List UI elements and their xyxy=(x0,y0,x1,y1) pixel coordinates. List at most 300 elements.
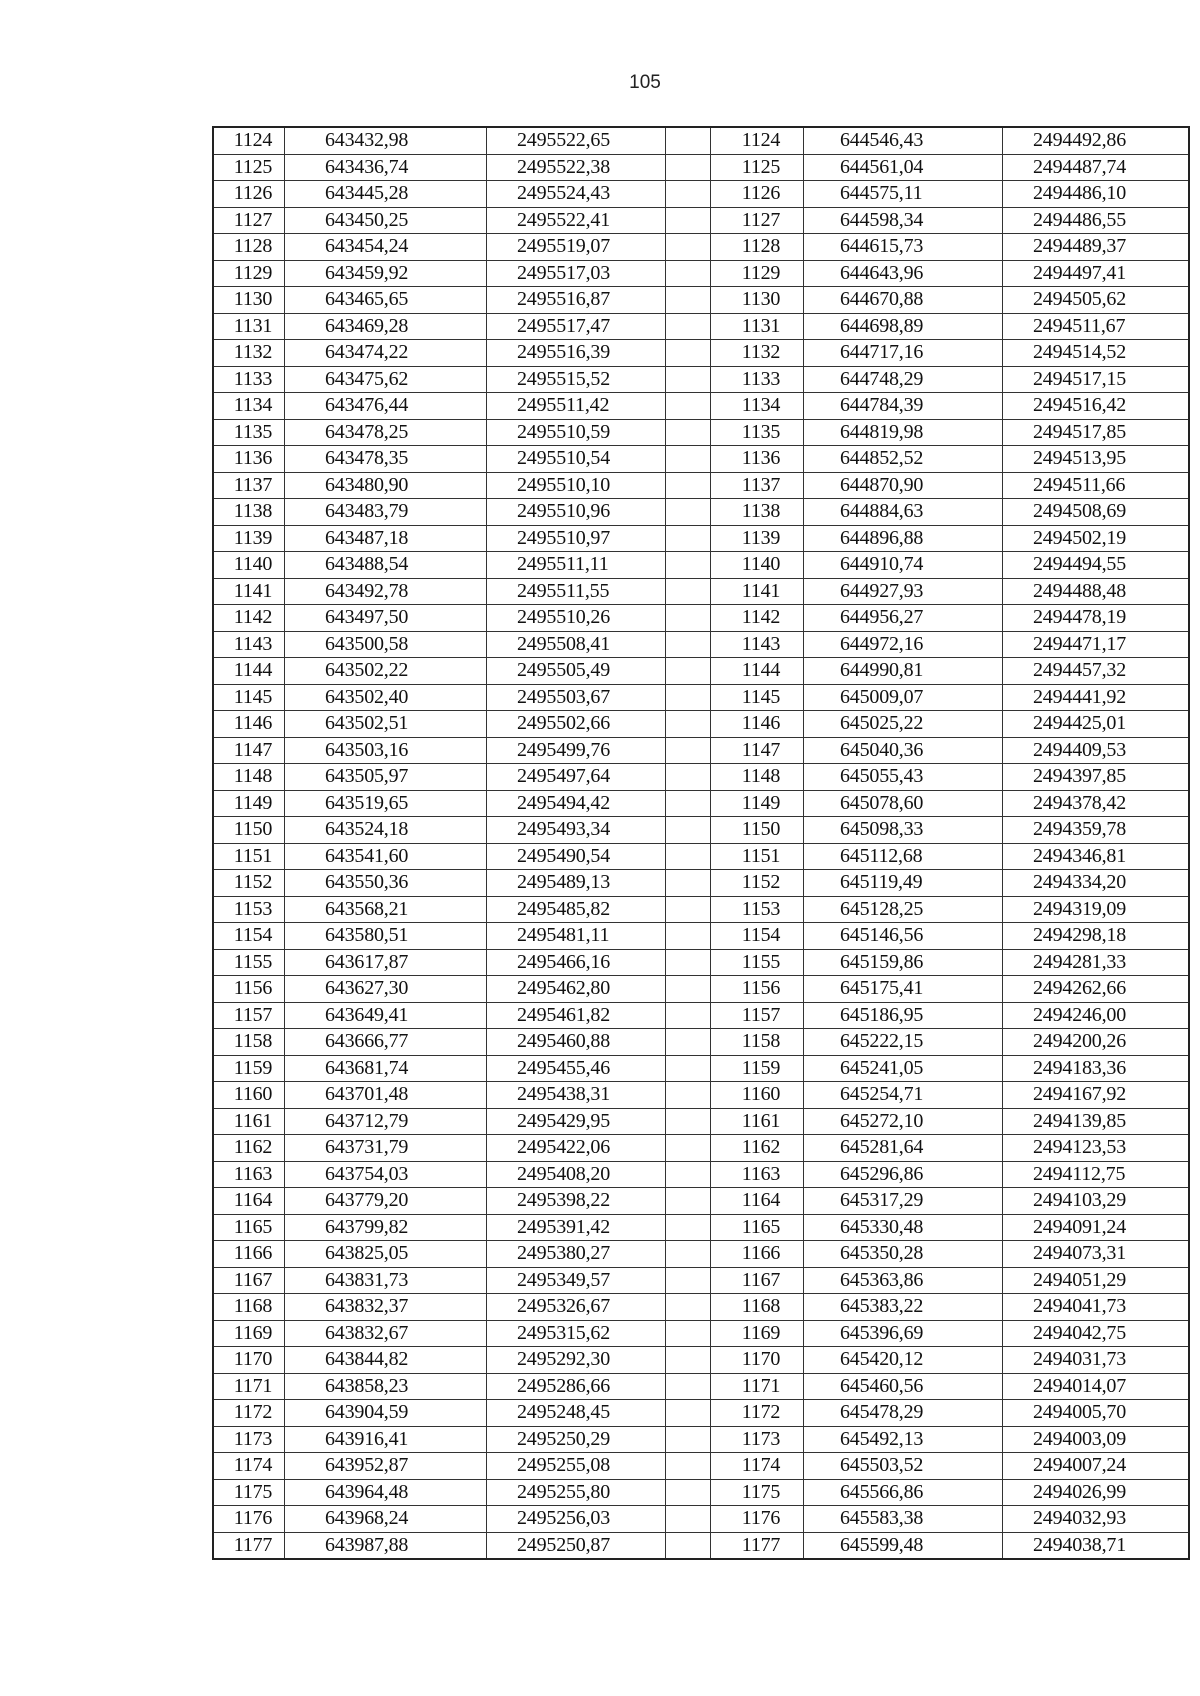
y-coordinate-left: 2495511,42 xyxy=(487,393,666,420)
x-coordinate-right: 645296,86 xyxy=(804,1161,1003,1188)
table-row xyxy=(213,260,1189,287)
y-coordinate-right: 2494200,26 xyxy=(1003,1029,1190,1056)
point-number-left: 1140 xyxy=(213,552,285,579)
table-row xyxy=(213,1532,1189,1559)
y-coordinate-right: 2494042,75 xyxy=(1003,1320,1190,1347)
point-number-left: 1134 xyxy=(213,393,285,420)
point-number-left: 1174 xyxy=(213,1453,285,1480)
page-number: 105 xyxy=(629,72,661,93)
table-row xyxy=(213,234,1189,261)
x-coordinate-left: 643454,24 xyxy=(285,234,487,261)
point-number-left: 1156 xyxy=(213,976,285,1003)
y-coordinate-left: 2495460,88 xyxy=(487,1029,666,1056)
point-number-left: 1163 xyxy=(213,1161,285,1188)
point-number-right: 1147 xyxy=(711,737,804,764)
x-coordinate-left: 643497,50 xyxy=(285,605,487,632)
x-coordinate-right: 645383,22 xyxy=(804,1294,1003,1321)
point-number-right: 1135 xyxy=(711,419,804,446)
x-coordinate-right: 645159,86 xyxy=(804,949,1003,976)
point-number-left: 1125 xyxy=(213,154,285,181)
y-coordinate-right: 2494183,36 xyxy=(1003,1055,1190,1082)
x-coordinate-left: 643799,82 xyxy=(285,1214,487,1241)
x-coordinate-right: 644884,63 xyxy=(804,499,1003,526)
point-number-right: 1131 xyxy=(711,313,804,340)
point-number-right: 1141 xyxy=(711,578,804,605)
spacer-cell xyxy=(666,896,711,923)
table-row xyxy=(213,127,1189,154)
x-coordinate-right: 645078,60 xyxy=(804,790,1003,817)
table-row xyxy=(213,976,1189,1003)
point-number-left: 1169 xyxy=(213,1320,285,1347)
spacer-cell xyxy=(666,1055,711,1082)
y-coordinate-left: 2495510,96 xyxy=(487,499,666,526)
point-number-right: 1134 xyxy=(711,393,804,420)
spacer-cell xyxy=(666,790,711,817)
table-row xyxy=(213,1161,1189,1188)
y-coordinate-left: 2495510,54 xyxy=(487,446,666,473)
point-number-right: 1176 xyxy=(711,1506,804,1533)
point-number-left: 1128 xyxy=(213,234,285,261)
table-row xyxy=(213,287,1189,314)
table-row xyxy=(213,1453,1189,1480)
point-number-left: 1165 xyxy=(213,1214,285,1241)
spacer-cell xyxy=(666,340,711,367)
x-coordinate-right: 644896,88 xyxy=(804,525,1003,552)
x-coordinate-right: 644910,74 xyxy=(804,552,1003,579)
y-coordinate-right: 2494497,41 xyxy=(1003,260,1190,287)
x-coordinate-right: 645241,05 xyxy=(804,1055,1003,1082)
spacer-cell xyxy=(666,525,711,552)
x-coordinate-left: 643916,41 xyxy=(285,1426,487,1453)
x-coordinate-right: 645112,68 xyxy=(804,843,1003,870)
point-number-left: 1157 xyxy=(213,1002,285,1029)
x-coordinate-right: 645396,69 xyxy=(804,1320,1003,1347)
point-number-left: 1168 xyxy=(213,1294,285,1321)
x-coordinate-right: 645272,10 xyxy=(804,1108,1003,1135)
y-coordinate-right: 2494319,09 xyxy=(1003,896,1190,923)
point-number-right: 1167 xyxy=(711,1267,804,1294)
y-coordinate-right: 2494513,95 xyxy=(1003,446,1190,473)
y-coordinate-right: 2494478,19 xyxy=(1003,605,1190,632)
table-row xyxy=(213,843,1189,870)
y-coordinate-left: 2495510,97 xyxy=(487,525,666,552)
y-coordinate-right: 2494298,18 xyxy=(1003,923,1190,950)
x-coordinate-right: 644784,39 xyxy=(804,393,1003,420)
y-coordinate-left: 2495255,80 xyxy=(487,1479,666,1506)
spacer-cell xyxy=(666,1135,711,1162)
y-coordinate-left: 2495511,11 xyxy=(487,552,666,579)
table-row xyxy=(213,1506,1189,1533)
table-row xyxy=(213,419,1189,446)
y-coordinate-right: 2494502,19 xyxy=(1003,525,1190,552)
x-coordinate-left: 643488,54 xyxy=(285,552,487,579)
point-number-right: 1133 xyxy=(711,366,804,393)
x-coordinate-right: 644748,29 xyxy=(804,366,1003,393)
x-coordinate-left: 643701,48 xyxy=(285,1082,487,1109)
y-coordinate-left: 2495489,13 xyxy=(487,870,666,897)
point-number-right: 1153 xyxy=(711,896,804,923)
x-coordinate-left: 643649,41 xyxy=(285,1002,487,1029)
y-coordinate-right: 2494494,55 xyxy=(1003,552,1190,579)
point-number-left: 1159 xyxy=(213,1055,285,1082)
spacer-cell xyxy=(666,1214,711,1241)
table-row xyxy=(213,313,1189,340)
x-coordinate-right: 645146,56 xyxy=(804,923,1003,950)
point-number-left: 1137 xyxy=(213,472,285,499)
point-number-right: 1174 xyxy=(711,1453,804,1480)
table-row xyxy=(213,870,1189,897)
point-number-left: 1145 xyxy=(213,684,285,711)
coordinates-table-body xyxy=(213,127,1189,1559)
point-number-left: 1139 xyxy=(213,525,285,552)
x-coordinate-right: 645566,86 xyxy=(804,1479,1003,1506)
spacer-cell xyxy=(666,1108,711,1135)
table-row xyxy=(213,658,1189,685)
x-coordinate-right: 644546,43 xyxy=(804,127,1003,154)
y-coordinate-right: 2494516,42 xyxy=(1003,393,1190,420)
x-coordinate-right: 644698,89 xyxy=(804,313,1003,340)
point-number-right: 1157 xyxy=(711,1002,804,1029)
point-number-right: 1166 xyxy=(711,1241,804,1268)
spacer-cell xyxy=(666,366,711,393)
point-number-left: 1136 xyxy=(213,446,285,473)
point-number-right: 1177 xyxy=(711,1532,804,1559)
x-coordinate-left: 643469,28 xyxy=(285,313,487,340)
y-coordinate-left: 2495508,41 xyxy=(487,631,666,658)
point-number-right: 1151 xyxy=(711,843,804,870)
x-coordinate-left: 643476,44 xyxy=(285,393,487,420)
x-coordinate-left: 643681,74 xyxy=(285,1055,487,1082)
point-number-right: 1163 xyxy=(711,1161,804,1188)
y-coordinate-right: 2494486,55 xyxy=(1003,207,1190,234)
point-number-left: 1150 xyxy=(213,817,285,844)
x-coordinate-left: 643478,35 xyxy=(285,446,487,473)
x-coordinate-left: 643500,58 xyxy=(285,631,487,658)
point-number-right: 1173 xyxy=(711,1426,804,1453)
point-number-right: 1129 xyxy=(711,260,804,287)
y-coordinate-right: 2494359,78 xyxy=(1003,817,1190,844)
x-coordinate-right: 644598,34 xyxy=(804,207,1003,234)
x-coordinate-right: 644956,27 xyxy=(804,605,1003,632)
point-number-left: 1164 xyxy=(213,1188,285,1215)
table-row xyxy=(213,207,1189,234)
spacer-cell xyxy=(666,313,711,340)
table-row xyxy=(213,525,1189,552)
point-number-right: 1127 xyxy=(711,207,804,234)
spacer-cell xyxy=(666,446,711,473)
y-coordinate-left: 2495315,62 xyxy=(487,1320,666,1347)
point-number-left: 1161 xyxy=(213,1108,285,1135)
point-number-left: 1175 xyxy=(213,1479,285,1506)
spacer-cell xyxy=(666,578,711,605)
y-coordinate-right: 2494489,37 xyxy=(1003,234,1190,261)
y-coordinate-right: 2494334,20 xyxy=(1003,870,1190,897)
x-coordinate-right: 645583,38 xyxy=(804,1506,1003,1533)
x-coordinate-left: 643731,79 xyxy=(285,1135,487,1162)
table-row xyxy=(213,1055,1189,1082)
x-coordinate-left: 643502,22 xyxy=(285,658,487,685)
x-coordinate-left: 643779,20 xyxy=(285,1188,487,1215)
y-coordinate-left: 2495380,27 xyxy=(487,1241,666,1268)
table-row xyxy=(213,1373,1189,1400)
point-number-right: 1124 xyxy=(711,127,804,154)
x-coordinate-right: 644575,11 xyxy=(804,181,1003,208)
table-row xyxy=(213,1426,1189,1453)
y-coordinate-right: 2494378,42 xyxy=(1003,790,1190,817)
point-number-left: 1151 xyxy=(213,843,285,870)
x-coordinate-right: 645317,29 xyxy=(804,1188,1003,1215)
spacer-cell xyxy=(666,393,711,420)
y-coordinate-right: 2494262,66 xyxy=(1003,976,1190,1003)
point-number-right: 1140 xyxy=(711,552,804,579)
point-number-left: 1131 xyxy=(213,313,285,340)
spacer-cell xyxy=(666,419,711,446)
y-coordinate-left: 2495499,76 xyxy=(487,737,666,764)
spacer-cell xyxy=(666,1294,711,1321)
y-coordinate-right: 2494492,86 xyxy=(1003,127,1190,154)
y-coordinate-right: 2494425,01 xyxy=(1003,711,1190,738)
table-row xyxy=(213,1082,1189,1109)
point-number-left: 1132 xyxy=(213,340,285,367)
x-coordinate-left: 643502,40 xyxy=(285,684,487,711)
spacer-cell xyxy=(666,181,711,208)
spacer-cell xyxy=(666,1506,711,1533)
point-number-right: 1168 xyxy=(711,1294,804,1321)
spacer-cell xyxy=(666,764,711,791)
point-number-right: 1126 xyxy=(711,181,804,208)
point-number-left: 1126 xyxy=(213,181,285,208)
table-row xyxy=(213,737,1189,764)
y-coordinate-left: 2495256,03 xyxy=(487,1506,666,1533)
x-coordinate-left: 643432,98 xyxy=(285,127,487,154)
spacer-cell xyxy=(666,499,711,526)
point-number-right: 1145 xyxy=(711,684,804,711)
spacer-cell xyxy=(666,976,711,1003)
coordinates-table xyxy=(212,126,1190,1560)
point-number-right: 1132 xyxy=(711,340,804,367)
y-coordinate-right: 2494032,93 xyxy=(1003,1506,1190,1533)
x-coordinate-right: 645009,07 xyxy=(804,684,1003,711)
spacer-cell xyxy=(666,1479,711,1506)
table-row xyxy=(213,949,1189,976)
point-number-right: 1172 xyxy=(711,1400,804,1427)
spacer-cell xyxy=(666,1373,711,1400)
table-row xyxy=(213,578,1189,605)
point-number-left: 1171 xyxy=(213,1373,285,1400)
spacer-cell xyxy=(666,1002,711,1029)
point-number-left: 1141 xyxy=(213,578,285,605)
y-coordinate-left: 2495516,87 xyxy=(487,287,666,314)
x-coordinate-left: 643524,18 xyxy=(285,817,487,844)
x-coordinate-right: 644643,96 xyxy=(804,260,1003,287)
y-coordinate-right: 2494103,29 xyxy=(1003,1188,1190,1215)
spacer-cell xyxy=(666,1161,711,1188)
x-coordinate-right: 645350,28 xyxy=(804,1241,1003,1268)
y-coordinate-right: 2494486,10 xyxy=(1003,181,1190,208)
y-coordinate-left: 2495522,41 xyxy=(487,207,666,234)
spacer-cell xyxy=(666,234,711,261)
table-row xyxy=(213,446,1189,473)
point-number-right: 1160 xyxy=(711,1082,804,1109)
y-coordinate-left: 2495497,64 xyxy=(487,764,666,791)
y-coordinate-left: 2495502,66 xyxy=(487,711,666,738)
point-number-left: 1124 xyxy=(213,127,285,154)
y-coordinate-right: 2494471,17 xyxy=(1003,631,1190,658)
y-coordinate-left: 2495429,95 xyxy=(487,1108,666,1135)
y-coordinate-left: 2495517,03 xyxy=(487,260,666,287)
x-coordinate-left: 643505,97 xyxy=(285,764,487,791)
y-coordinate-right: 2494409,53 xyxy=(1003,737,1190,764)
table-row xyxy=(213,1135,1189,1162)
spacer-cell xyxy=(666,1347,711,1374)
x-coordinate-left: 643436,74 xyxy=(285,154,487,181)
x-coordinate-right: 645420,12 xyxy=(804,1347,1003,1374)
table-row xyxy=(213,552,1189,579)
point-number-right: 1136 xyxy=(711,446,804,473)
point-number-left: 1173 xyxy=(213,1426,285,1453)
table-row xyxy=(213,181,1189,208)
point-number-left: 1162 xyxy=(213,1135,285,1162)
y-coordinate-right: 2494346,81 xyxy=(1003,843,1190,870)
spacer-cell xyxy=(666,631,711,658)
y-coordinate-left: 2495524,43 xyxy=(487,181,666,208)
table-row xyxy=(213,605,1189,632)
table-row xyxy=(213,631,1189,658)
point-number-right: 1152 xyxy=(711,870,804,897)
x-coordinate-left: 643832,37 xyxy=(285,1294,487,1321)
spacer-cell xyxy=(666,1320,711,1347)
x-coordinate-right: 645478,29 xyxy=(804,1400,1003,1427)
y-coordinate-right: 2494505,62 xyxy=(1003,287,1190,314)
y-coordinate-left: 2495286,66 xyxy=(487,1373,666,1400)
x-coordinate-left: 643450,25 xyxy=(285,207,487,234)
y-coordinate-left: 2495292,30 xyxy=(487,1347,666,1374)
x-coordinate-left: 643858,23 xyxy=(285,1373,487,1400)
point-number-right: 1138 xyxy=(711,499,804,526)
point-number-right: 1162 xyxy=(711,1135,804,1162)
x-coordinate-left: 643627,30 xyxy=(285,976,487,1003)
table-row xyxy=(213,472,1189,499)
x-coordinate-left: 643666,77 xyxy=(285,1029,487,1056)
y-coordinate-right: 2494508,69 xyxy=(1003,499,1190,526)
y-coordinate-left: 2495438,31 xyxy=(487,1082,666,1109)
y-coordinate-left: 2495517,47 xyxy=(487,313,666,340)
x-coordinate-left: 643832,67 xyxy=(285,1320,487,1347)
point-number-right: 1171 xyxy=(711,1373,804,1400)
point-number-left: 1160 xyxy=(213,1082,285,1109)
spacer-cell xyxy=(666,1426,711,1453)
spacer-cell xyxy=(666,260,711,287)
x-coordinate-left: 643831,73 xyxy=(285,1267,487,1294)
spacer-cell xyxy=(666,127,711,154)
point-number-left: 1147 xyxy=(213,737,285,764)
y-coordinate-left: 2495516,39 xyxy=(487,340,666,367)
spacer-cell xyxy=(666,1241,711,1268)
point-number-right: 1146 xyxy=(711,711,804,738)
x-coordinate-right: 645055,43 xyxy=(804,764,1003,791)
point-number-right: 1143 xyxy=(711,631,804,658)
point-number-right: 1158 xyxy=(711,1029,804,1056)
y-coordinate-left: 2495522,65 xyxy=(487,127,666,154)
spacer-cell xyxy=(666,207,711,234)
table-row xyxy=(213,1108,1189,1135)
table-row xyxy=(213,393,1189,420)
y-coordinate-right: 2494041,73 xyxy=(1003,1294,1190,1321)
point-number-left: 1129 xyxy=(213,260,285,287)
point-number-left: 1153 xyxy=(213,896,285,923)
x-coordinate-left: 643550,36 xyxy=(285,870,487,897)
x-coordinate-right: 645492,13 xyxy=(804,1426,1003,1453)
y-coordinate-left: 2495255,08 xyxy=(487,1453,666,1480)
x-coordinate-right: 644717,16 xyxy=(804,340,1003,367)
x-coordinate-right: 645281,64 xyxy=(804,1135,1003,1162)
y-coordinate-right: 2494246,00 xyxy=(1003,1002,1190,1029)
y-coordinate-left: 2495250,29 xyxy=(487,1426,666,1453)
spacer-cell xyxy=(666,552,711,579)
x-coordinate-left: 643445,28 xyxy=(285,181,487,208)
x-coordinate-right: 644852,52 xyxy=(804,446,1003,473)
x-coordinate-right: 644670,88 xyxy=(804,287,1003,314)
x-coordinate-left: 643844,82 xyxy=(285,1347,487,1374)
point-number-left: 1166 xyxy=(213,1241,285,1268)
y-coordinate-right: 2494139,85 xyxy=(1003,1108,1190,1135)
point-number-left: 1130 xyxy=(213,287,285,314)
point-number-right: 1130 xyxy=(711,287,804,314)
x-coordinate-right: 645098,33 xyxy=(804,817,1003,844)
spacer-cell xyxy=(666,1532,711,1559)
spacer-cell xyxy=(666,472,711,499)
table-row xyxy=(213,764,1189,791)
point-number-left: 1138 xyxy=(213,499,285,526)
y-coordinate-left: 2495422,06 xyxy=(487,1135,666,1162)
table-row xyxy=(213,896,1189,923)
y-coordinate-right: 2494397,85 xyxy=(1003,764,1190,791)
x-coordinate-left: 643502,51 xyxy=(285,711,487,738)
y-coordinate-left: 2495391,42 xyxy=(487,1214,666,1241)
point-number-right: 1170 xyxy=(711,1347,804,1374)
point-number-left: 1146 xyxy=(213,711,285,738)
spacer-cell xyxy=(666,1400,711,1427)
y-coordinate-right: 2494167,92 xyxy=(1003,1082,1190,1109)
table-row xyxy=(213,1002,1189,1029)
x-coordinate-right: 645330,48 xyxy=(804,1214,1003,1241)
y-coordinate-left: 2495461,82 xyxy=(487,1002,666,1029)
point-number-right: 1164 xyxy=(711,1188,804,1215)
point-number-left: 1127 xyxy=(213,207,285,234)
x-coordinate-right: 644990,81 xyxy=(804,658,1003,685)
y-coordinate-left: 2495248,45 xyxy=(487,1400,666,1427)
y-coordinate-right: 2494038,71 xyxy=(1003,1532,1190,1559)
table-row xyxy=(213,1479,1189,1506)
point-number-right: 1149 xyxy=(711,790,804,817)
point-number-right: 1144 xyxy=(711,658,804,685)
y-coordinate-left: 2495494,42 xyxy=(487,790,666,817)
table-row xyxy=(213,1029,1189,1056)
y-coordinate-right: 2494003,09 xyxy=(1003,1426,1190,1453)
y-coordinate-right: 2494457,32 xyxy=(1003,658,1190,685)
point-number-right: 1154 xyxy=(711,923,804,950)
y-coordinate-right: 2494026,99 xyxy=(1003,1479,1190,1506)
x-coordinate-left: 643478,25 xyxy=(285,419,487,446)
table-row xyxy=(213,817,1189,844)
x-coordinate-right: 644870,90 xyxy=(804,472,1003,499)
spacer-cell xyxy=(666,605,711,632)
x-coordinate-right: 645040,36 xyxy=(804,737,1003,764)
y-coordinate-left: 2495481,11 xyxy=(487,923,666,950)
x-coordinate-right: 645460,56 xyxy=(804,1373,1003,1400)
spacer-cell xyxy=(666,870,711,897)
x-coordinate-left: 643480,90 xyxy=(285,472,487,499)
